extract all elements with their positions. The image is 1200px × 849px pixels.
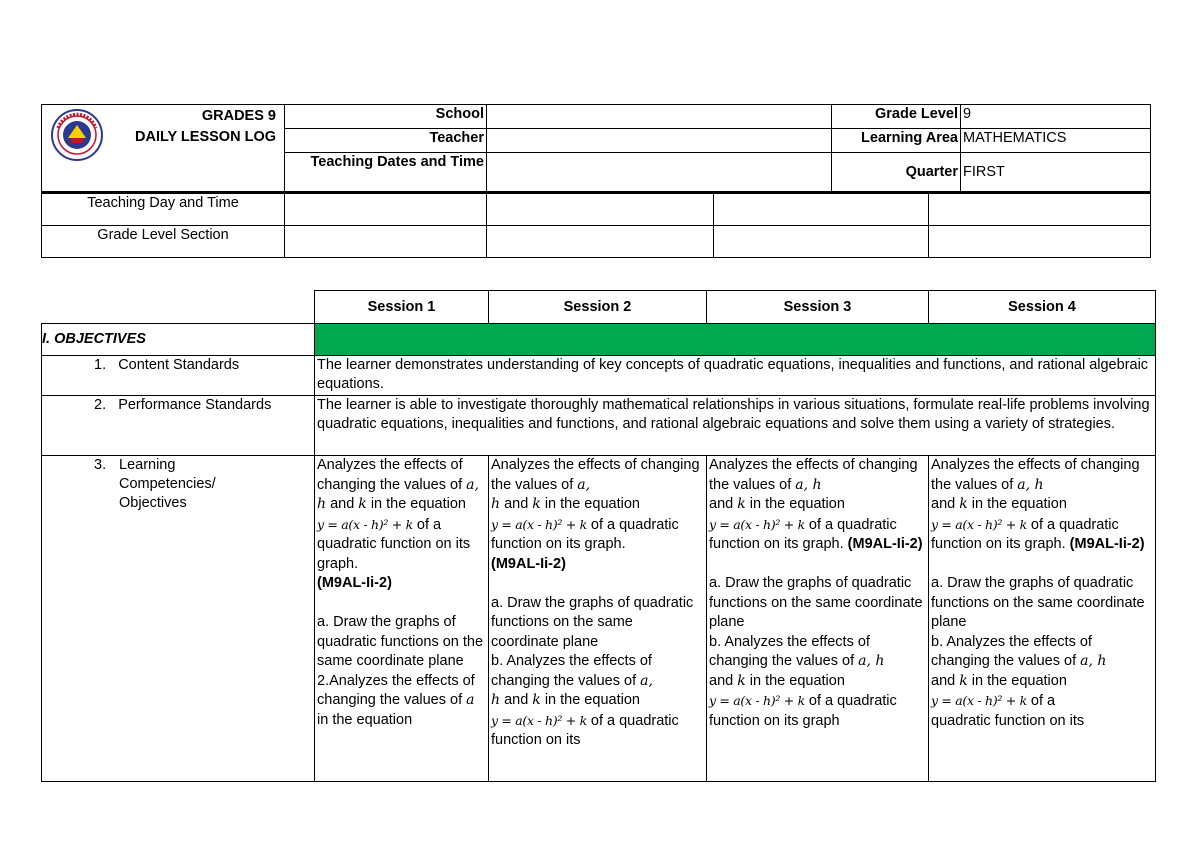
teacher-field[interactable] [487, 129, 832, 153]
s3-and: and [709, 496, 734, 512]
s4-vars: a, h [1017, 476, 1044, 493]
learning-area-label: Learning Area [832, 129, 961, 153]
s4-item-b-end: quadratic function on its [931, 712, 1085, 729]
s4-item-a: a. Draw the graphs of quadratic functions on the same coordinate plane [931, 575, 1145, 630]
s3-k: k [737, 496, 746, 512]
s3-item-b: b. Analyzes the effects of changing the values of [709, 633, 870, 669]
s1-intro: Analyzes the effects of changing the values of [317, 457, 463, 493]
quarter-label: Quarter [832, 153, 961, 193]
s4-equation: y = a(x - h)² + k [931, 516, 1027, 532]
section-cell-2[interactable] [487, 226, 714, 258]
s4-and: and [931, 496, 956, 512]
s4-of-a: of a quadratic function on its graph. [931, 516, 1119, 552]
session-1-competencies [315, 456, 489, 782]
grades-title: GRADES 9 [201, 108, 276, 124]
performance-standards-label [42, 396, 315, 456]
grade-level-section-label: Grade Level Section [42, 226, 285, 258]
objectives-block [41, 290, 1155, 782]
grade-level-label: Grade Level [832, 105, 961, 129]
s2-of-a: of a quadratic function on its graph. [491, 516, 679, 552]
s2-code: (M9AL-Ii-2) [491, 555, 566, 572]
s3-item-b-and: and [709, 672, 734, 689]
s3-code: (M9AL-Ii-2) [847, 536, 923, 552]
s2-item-b: b. Analyzes the effects of changing the values of [491, 653, 652, 689]
s2-in-eq: in the equation [544, 496, 640, 512]
school-label: School [285, 105, 487, 129]
competencies-label [42, 456, 315, 782]
s2-item-b-in-eq: in the equation [544, 692, 640, 708]
learning-area-field[interactable]: MATHEMATICS [961, 129, 1151, 153]
s1-equation: y = a(x - h)² + k [317, 516, 413, 532]
session-1-header: Session 1 [315, 291, 489, 324]
s3-equation: y = a(x - h)² + k [709, 516, 805, 532]
s3-vars: a, h [795, 476, 822, 493]
section-cell-3[interactable] [714, 226, 929, 258]
content-standards-text: The learner demonstrates understanding of key concepts of quadratic equations, inequalities and functions, and rational algebraic equations. [315, 356, 1156, 396]
s4-code: (M9AL-Ii-2) [1069, 536, 1145, 552]
s1-item-2: 2.Analyzes the effects of changing the values of [317, 672, 475, 708]
s4-item-b-in-eq: in the equation [971, 672, 1067, 689]
sessions-corner [42, 291, 315, 324]
performance-standards-text-label: Performance Standards [118, 397, 272, 413]
content-standards-label [42, 356, 315, 396]
s4-item-b: b. Analyzes the effects of changing the values of [931, 633, 1092, 669]
section-cell-1[interactable] [285, 226, 487, 258]
s1-and: and [330, 496, 355, 512]
day-time-cell-1[interactable] [285, 194, 487, 226]
section-cell-4[interactable] [929, 226, 1151, 258]
s3-item-b-equation: y = a(x - h)² + k [709, 693, 805, 708]
s1-k: k [358, 496, 367, 512]
logo-title-cell [42, 105, 285, 193]
day-time-cell-2[interactable] [487, 194, 714, 226]
log-title: DAILY LESSON LOG [135, 129, 276, 145]
teaching-dates-field[interactable] [487, 153, 832, 193]
s1-item-a: a. Draw the graphs of quadratic functions on the same coordinate plane [317, 614, 484, 669]
s2-k: k [532, 496, 541, 512]
s4-in-eq: in the equation [971, 496, 1067, 512]
session-2-competencies [489, 456, 707, 782]
session-3-competencies [707, 456, 929, 782]
grade-level-field[interactable]: 9 [961, 105, 1151, 129]
session-4-header: Session 4 [929, 291, 1156, 324]
s4-item-b-of-a: of a [1030, 693, 1056, 709]
content-standards-num: 1. [94, 357, 107, 373]
s2-item-b-vars: a, [640, 672, 653, 689]
s4-k: k [959, 496, 968, 512]
s4-item-b-k: k [959, 672, 968, 689]
session-4-competencies [929, 456, 1156, 782]
deped-seal-icon [50, 108, 104, 162]
s4-item-b-equation: y = a(x - h)² + k [931, 693, 1027, 708]
day-time-cell-3[interactable] [714, 194, 929, 226]
s3-item-b-vars: a, h [858, 653, 885, 669]
s2-item-b-end: of a quadratic function on its [491, 712, 679, 748]
s1-in-eq: in the equation [370, 496, 466, 512]
s1-of-a: of a quadratic function on its graph. [317, 516, 471, 572]
s3-item-a: a. Draw the graphs of quadratic functions on the same coordinate plane [709, 575, 923, 630]
s2-item-b-h: h [491, 692, 501, 708]
s4-item-b-and: and [931, 672, 956, 689]
s4-item-b-vars: a, h [1080, 653, 1107, 669]
s2-and: and [504, 496, 529, 512]
objectives-heading: I. OBJECTIVES [42, 324, 315, 356]
day-time-cell-4[interactable] [929, 194, 1151, 226]
s3-intro: Analyzes the effects of changing the values of [709, 457, 918, 493]
s1-var-a: a [466, 692, 475, 708]
s1-vars: a, h [317, 476, 479, 512]
s4-intro: Analyzes the effects of changing the values of [931, 457, 1140, 493]
competencies-text-label: Learning Competencies/ Objectives [119, 457, 216, 511]
s2-vars: a, [577, 476, 591, 493]
s2-equation: y = a(x - h)² + k [491, 516, 587, 532]
s2-item-a: a. Draw the graphs of quadratic functions on the same coordinate plane [491, 594, 694, 650]
teaching-dates-label: Teaching Dates and Time [285, 153, 487, 193]
header-block [41, 104, 1150, 258]
content-standards-text-label: Content Standards [118, 357, 240, 373]
s3-in-eq: in the equation [749, 496, 845, 512]
s2-h: h [491, 496, 501, 512]
s3-of-a: of a quadratic function on its graph. [709, 516, 897, 552]
quarter-field[interactable]: FIRST [961, 153, 1151, 193]
session-2-header: Session 2 [489, 291, 707, 324]
s1-code: (M9AL-Ii-2) [317, 575, 392, 591]
performance-standards-text: The learner is able to investigate thoroughly mathematical relationships in various situations, formulate real-life problems involving quadratic equations, inequalities and functions, and rational algebraic equations and solve them using a variety of strategies. [315, 396, 1156, 456]
school-field[interactable] [487, 105, 832, 129]
s2-item-b-k: k [532, 692, 541, 708]
performance-standards-num: 2. [94, 397, 107, 413]
s3-item-b-k: k [737, 672, 746, 689]
s2-item-b-equation: y = a(x - h)² + k [491, 712, 587, 728]
s2-intro: Analyzes the effects of changing the values of [491, 457, 700, 493]
s2-item-b-and: and [504, 692, 529, 708]
s3-item-b-in-eq: in the equation [749, 672, 845, 689]
s3-item-b-end: of a quadratic function on its graph [709, 693, 897, 729]
s1-item-2-end: in the equation [317, 711, 413, 728]
competencies-num: 3. [94, 457, 107, 473]
objectives-band [315, 324, 1156, 356]
session-3-header: Session 3 [707, 291, 929, 324]
teacher-label: Teacher [285, 129, 487, 153]
teaching-day-time-label: Teaching Day and Time [42, 194, 285, 226]
